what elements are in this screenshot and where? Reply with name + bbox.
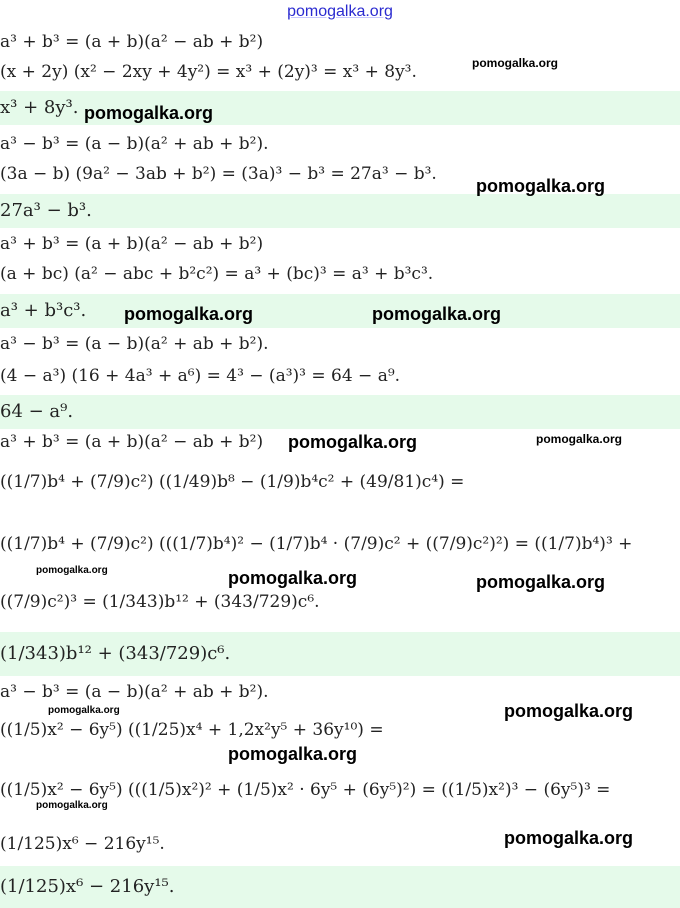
watermark: pomogalka.org	[48, 705, 120, 716]
watermark: pomogalka.org	[84, 103, 214, 123]
answer-text: 64 − a⁹.	[0, 401, 74, 422]
formula-line: (x + 2y) (x² − 2xy + 4y²) = x³ + (2y)³ = x³ + 8y³.	[0, 62, 417, 82]
formula-line: (4 − a³) (16 + 4a³ + a⁶) = 4³ − (a³)³ = 64 − a⁹.	[0, 366, 401, 386]
watermark: pomogalka.org	[372, 304, 502, 324]
watermark: pomogalka.org	[504, 828, 634, 848]
watermark: pomogalka.org	[504, 701, 634, 721]
watermark: pomogalka.org	[472, 56, 559, 70]
watermark: pomogalka.org	[476, 176, 606, 196]
formula-line: (1/125)x⁶ − 216y¹⁵.	[0, 834, 165, 854]
answer-band	[0, 395, 680, 429]
answer-text: x³ + 8y³.	[0, 97, 79, 118]
answer-band	[0, 632, 680, 676]
site-header-link[interactable]: pomogalka.org	[287, 3, 393, 20]
formula-line: (3a − b) (9a² − 3ab + b²) = (3a)³ − b³ = 27a³ − b³.	[0, 164, 437, 184]
answer-text: (1/125)x⁶ − 216y¹⁵.	[0, 876, 175, 897]
watermark: pomogalka.org	[36, 565, 108, 576]
formula-line: a³ + b³ = (a + b)(a² − ab + b²)	[0, 32, 264, 52]
formula-line: (a + bc) (a² − abc + b²c²) = a³ + (bc)³ = a³ + b³c³.	[0, 264, 434, 284]
formula-line: ((1/7)b⁴ + (7/9)c²) (((1/7)b⁴)² − (1/7)b⁴ · (7/9)c² + ((7/9)c²)²) = ((1/7)b⁴)³ +	[0, 534, 633, 554]
formula-line: ((1/5)x² − 6y⁵) ((1/25)x⁴ + 1,2x²y⁵ + 36y¹⁰) =	[0, 720, 384, 740]
watermark: pomogalka.org	[124, 304, 254, 324]
answer-band	[0, 294, 680, 328]
watermark: pomogalka.org	[228, 568, 358, 588]
formula-line: a³ + b³ = (a + b)(a² − ab + b²)	[0, 432, 264, 452]
formula-line: ((7/9)c²)³ = (1/343)b¹² + (343/729)c⁶.	[0, 592, 320, 612]
formula-line: ((1/5)x² − 6y⁵) (((1/5)x²)² + (1/5)x² · 6y⁵ + (6y⁵)²) = ((1/5)x²)³ − (6y⁵)³ =	[0, 780, 611, 800]
watermark: pomogalka.org	[36, 800, 108, 811]
watermark: pomogalka.org	[228, 744, 358, 764]
watermark: pomogalka.org	[476, 572, 606, 592]
answer-text: (1/343)b¹² + (343/729)c⁶.	[0, 643, 231, 664]
formula-line: a³ − b³ = (a − b)(a² + ab + b²).	[0, 682, 269, 702]
watermark: pomogalka.org	[536, 432, 623, 446]
formula-line: a³ − b³ = (a − b)(a² + ab + b²).	[0, 334, 269, 354]
formula-line: a³ − b³ = (a − b)(a² + ab + b²).	[0, 134, 269, 154]
answer-band	[0, 866, 680, 908]
answer-text: 27a³ − b³.	[0, 200, 92, 221]
answer-text: a³ + b³c³.	[0, 300, 87, 321]
watermark: pomogalka.org	[288, 432, 418, 452]
answer-band	[0, 194, 680, 228]
formula-line: ((1/7)b⁴ + (7/9)c²) ((1/49)b⁸ − (1/9)b⁴c² + (49/81)c⁴) =	[0, 472, 465, 492]
formula-line: a³ + b³ = (a + b)(a² − ab + b²)	[0, 234, 264, 254]
